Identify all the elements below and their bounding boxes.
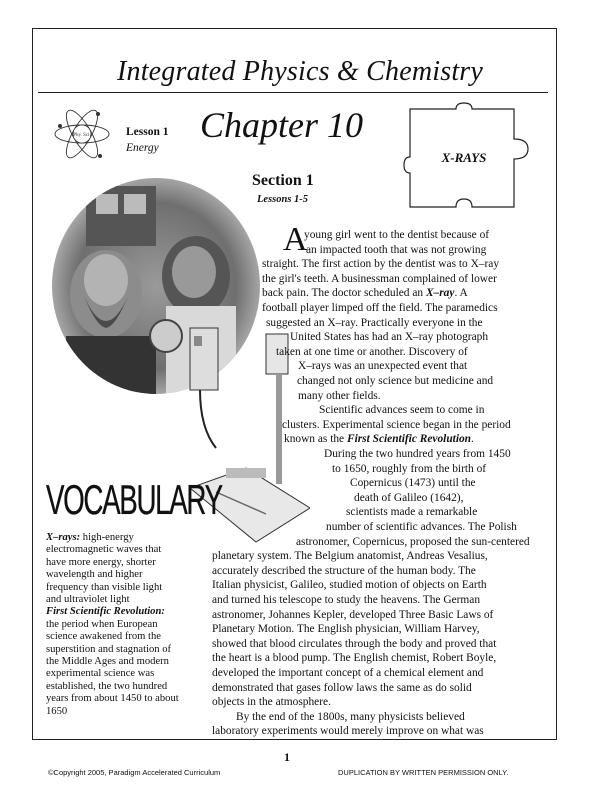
vocabulary-line: experimental science was <box>46 668 155 680</box>
body-line: Italian physicist, Galileo, studied motion of objects on Earth <box>212 579 487 592</box>
section-subtitle: Lessons 1-5 <box>257 194 309 205</box>
body-line: showed that blood circulates through the body and proved that <box>212 637 497 650</box>
atom-icon <box>52 104 112 164</box>
vocabulary-term: First Scientific Revolution: <box>46 606 165 618</box>
page-number: 1 <box>284 750 290 764</box>
body-line: straight. The first action by the dentist was to X–ray <box>262 258 500 271</box>
body-line: clusters. Experimental science began in the period <box>282 418 511 431</box>
body-line: scientists made a remarkable <box>346 506 478 519</box>
vocabulary-line: wavelength and higher <box>46 569 143 581</box>
body-line: Copernicus (1473) until the <box>350 477 476 490</box>
vocabulary-list <box>46 532 206 718</box>
vocabulary-line: the Middle Ages and modern <box>46 656 169 668</box>
permission-notice: DUPLICATION BY WRITTEN PERMISSION ONLY. <box>338 768 509 777</box>
body-line: taken at one time or another. Discovery of <box>276 345 468 358</box>
body-line: known as the First Scientific Revolution. <box>284 433 474 446</box>
lesson-topic: Energy <box>126 142 159 154</box>
body-line: football player limped off the field. The paramedics <box>262 302 498 314</box>
body-line: United States has had an X–ray photograph <box>290 331 489 344</box>
body-line: Planetary Motion. The English physician, William Harvey, <box>212 623 480 636</box>
body-line: accurately described the structure of the human body. The <box>212 564 476 577</box>
vocabulary-line: and ultraviolet light <box>46 594 130 606</box>
vocabulary-term: X–rays: <box>46 532 81 543</box>
body-line: Scientific advances seem to come in <box>319 404 485 417</box>
body-line: and turned his telescope to study the heavens. The German <box>212 594 481 606</box>
body-line: astronomer, Copernicus, proposed the sun-centered <box>296 535 530 548</box>
vocabulary-line: the period when European <box>46 618 158 630</box>
vocabulary-line: years from about 1450 to about <box>46 693 179 705</box>
body-line: changed not only science but medicine and <box>297 375 494 387</box>
body-line: the girl's teeth. A businessman complained of lower <box>262 272 497 285</box>
body-line: to 1650, roughly from the birth of <box>332 462 487 475</box>
chapter-heading: Chapter 10 <box>200 105 364 145</box>
body-line: number of scientific advances. The Polish <box>326 521 517 533</box>
title-rule <box>38 92 548 93</box>
vocabulary-line: electromagnetic waves that <box>46 544 162 556</box>
body-line: planetary system. The Belgium anatomist, Andreas Vesalius, <box>212 550 488 563</box>
vocabulary-line: established, the two hundred <box>46 680 168 692</box>
vocabulary-line: superstition and stagnation of <box>46 643 172 655</box>
body-line: many other fields. <box>298 389 381 402</box>
body-line: death of Galileo (1642), <box>354 491 464 504</box>
lesson-label: Lesson 1 <box>126 126 169 138</box>
body-line: young girl went to the dentist because of <box>304 229 490 241</box>
puzzle-label: X-RAYS <box>441 150 487 165</box>
body-line: X–rays was an unexpected event that <box>298 360 468 373</box>
body-line: demonstrated that gases follow laws the same as do solid <box>212 681 472 694</box>
body-line: laboratory experiments would merely improve on what was <box>212 725 484 738</box>
book-title: Integrated Physics & Chemistry <box>116 56 484 87</box>
copyright-notice: ©Copyright 2005, Paradigm Accelerated Curriculum <box>48 768 221 777</box>
body-line: suggested an X–ray. Practically everyone in the <box>266 316 483 329</box>
vocabulary-line: X–rays: high-energy <box>46 532 134 543</box>
body-line: By the end of the 1800s, many physicists believed <box>236 710 465 723</box>
drop-cap: A <box>283 221 308 258</box>
vocabulary-line: frequency than visible light <box>46 581 163 593</box>
body-line: back pain. The doctor scheduled an X–ray. A <box>262 287 468 300</box>
vocabulary-heading: VOCABULARY <box>46 476 222 523</box>
body-line: the heart is a blood pump. The English chemist, Robert Boyle, <box>212 652 497 665</box>
body-line: objects in the atmosphere. <box>212 696 331 709</box>
body-line: astronomer, Johannes Kepler, developed Three Basic Laws of <box>212 608 494 621</box>
vocabulary-line: science awakened from the <box>46 631 162 643</box>
vocabulary-line: have more energy, shorter <box>46 556 156 568</box>
section-title: Section 1 <box>252 172 314 189</box>
atom-label: Phy. Sci. <box>73 133 91 138</box>
vocabulary-line: 1650 <box>46 705 68 717</box>
body-line: During the two hundred years from 1450 <box>324 448 511 460</box>
body-line: developed the important concept of a chemical element and <box>212 667 484 679</box>
vocabulary-line <box>46 606 206 618</box>
body-line: an impacted tooth that was not growing <box>306 243 487 256</box>
